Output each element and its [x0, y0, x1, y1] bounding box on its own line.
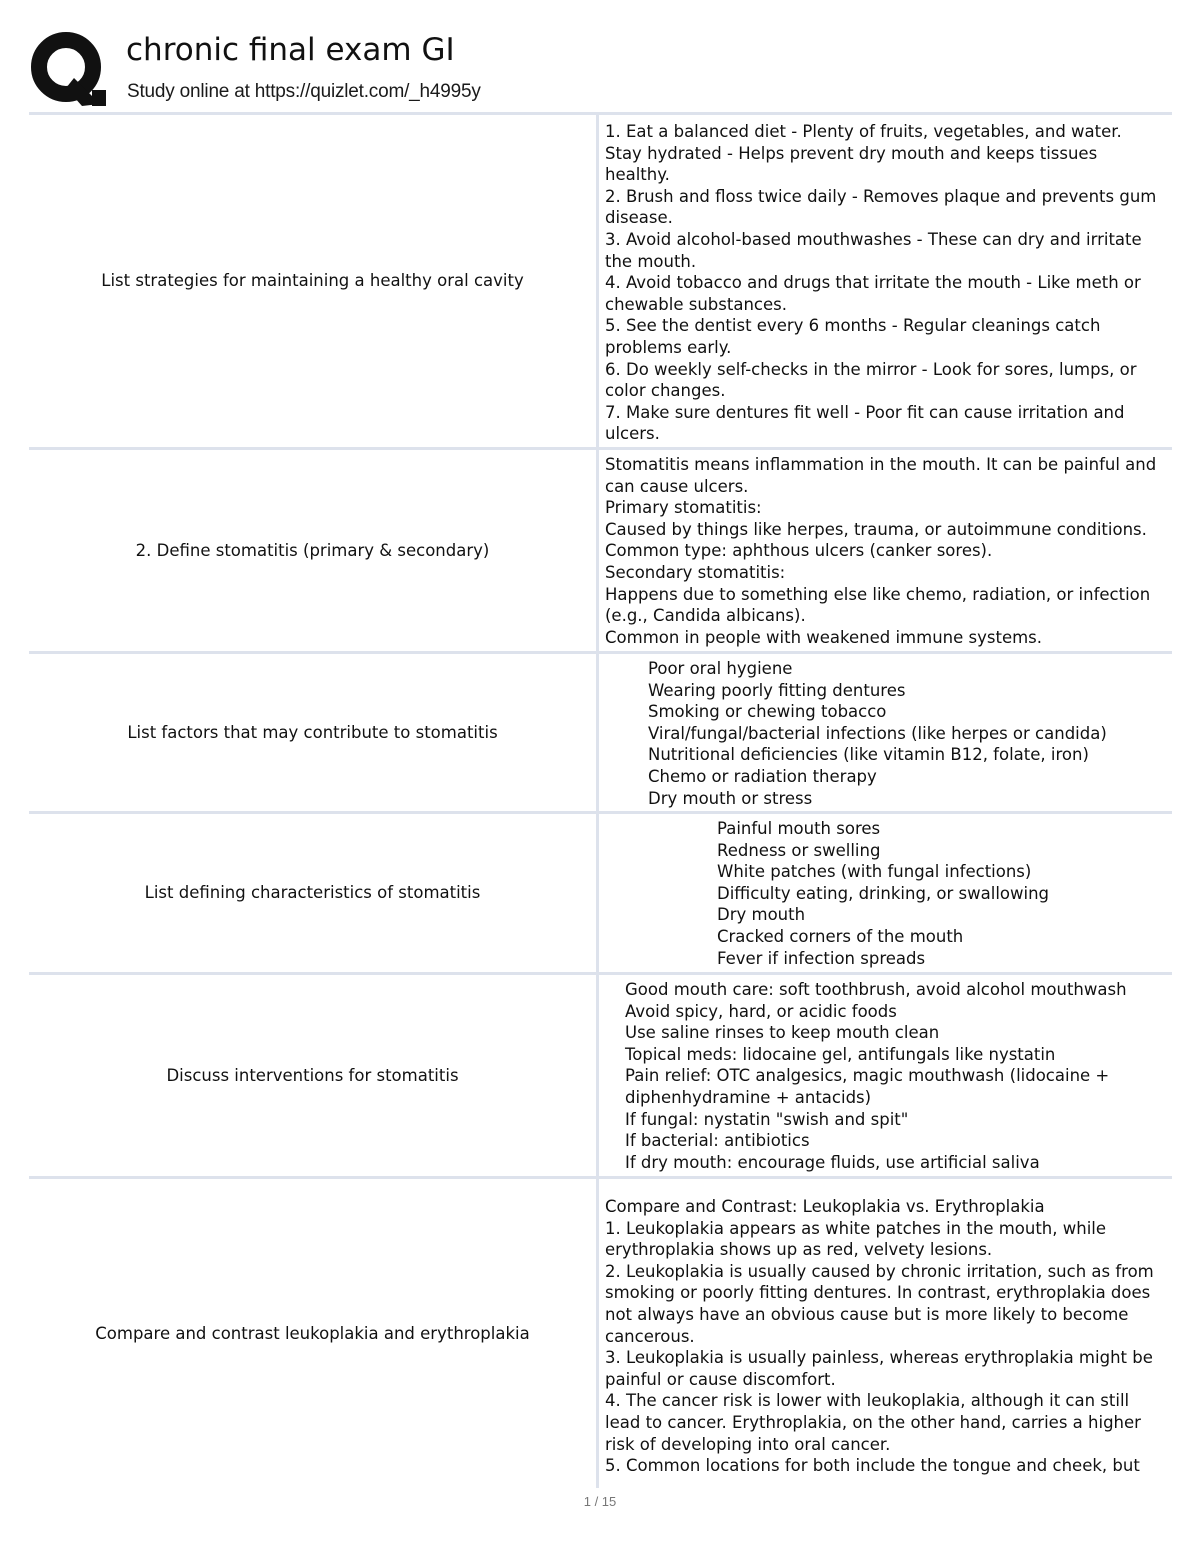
definition-line: painful or cause discomfort. — [605, 1369, 836, 1389]
definition-line: Chemo or radiation therapy — [648, 766, 877, 786]
definition-line: If fungal: nystatin "swish and spit" — [625, 1109, 909, 1129]
definition-line: Dry mouth or stress — [648, 788, 813, 808]
definition-line: 5. Common locations for both include the tongue and cheek, but — [605, 1456, 1140, 1476]
card-term-text: Compare and contrast leukoplakia and erythroplakia — [95, 1323, 530, 1343]
definition-line: Fever if infection spreads — [717, 948, 926, 968]
flashcard-row — [29, 1176, 1172, 1488]
definition-line: Topical meds: lidocaine gel, antifungals like nystatin — [625, 1044, 1056, 1064]
definition-line: the mouth. — [605, 251, 697, 271]
definition-line: Difficulty eating, drinking, or swallowing — [717, 883, 1050, 903]
card-definition — [596, 450, 1172, 651]
definition-line: Dry mouth — [717, 905, 806, 925]
definition-line: color changes. — [605, 381, 726, 401]
card-term — [29, 975, 596, 1176]
card-term-text: List strategies for maintaining a healthy oral cavity — [101, 271, 524, 291]
definition-line: Painful mouth sores — [717, 819, 881, 838]
flashcard-row — [29, 651, 1172, 811]
definition-line: Good mouth care: soft toothbrush, avoid alcohol mouthwash — [625, 980, 1127, 999]
page-header — [0, 0, 1200, 112]
definition-line: 1. Eat a balanced diet - Plenty of fruits, vegetables, and water. — [605, 122, 1122, 141]
definition-line: 4. Avoid tobacco and drugs that irritate the mouth - Like meth or — [605, 273, 1141, 293]
definition-line: Use saline rinses to keep mouth clean — [625, 1023, 940, 1043]
definition-line: Caused by things like herpes, trauma, or autoimmune conditions. — [605, 519, 1147, 539]
definition-line: diphenhydramine + antacids) — [625, 1087, 872, 1107]
definition-line: Smoking or chewing tobacco — [648, 702, 887, 722]
card-term — [29, 1179, 596, 1488]
definition-line: Avoid spicy, hard, or acidic foods — [625, 1001, 897, 1021]
definition-line: Compare and Contrast: Leukoplakia vs. Erythroplakia — [605, 1197, 1045, 1216]
definition-line: 7. Make sure dentures fit well - Poor fit can cause irritation and — [605, 402, 1125, 422]
definition-line: ulcers. — [605, 424, 660, 444]
definition-line: Stomatitis means inflammation in the mouth. It can be painful and — [605, 455, 1157, 474]
definition-line: Common type: aphthous ulcers (canker sores). — [605, 541, 993, 561]
page-indicator: 1 / 15 — [583, 1494, 617, 1509]
definition-line: (e.g., Candida albicans). — [605, 606, 806, 626]
definition-line: not always have an obvious cause but is more likely to become — [605, 1304, 1129, 1324]
card-definition — [596, 975, 1172, 1176]
definition-line: 2. Leukoplakia is usually caused by chronic irritation, such as from — [605, 1261, 1154, 1281]
definition-line: Cracked corners of the mouth — [717, 926, 964, 946]
flashcard-row — [29, 811, 1172, 972]
definition-line: disease. — [605, 208, 673, 228]
flashcard-row — [29, 447, 1172, 651]
definition-line: 6. Do weekly self-checks in the mirror - Look for sores, lumps, or — [605, 359, 1137, 379]
definition-line: Nutritional deficiencies (like vitamin B12, folate, iron) — [648, 745, 1089, 765]
definition-line: problems early. — [605, 337, 732, 357]
definition-line: Wearing poorly fitting dentures — [648, 680, 906, 700]
definition-line: 1. Leukoplakia appears as white patches in the mouth, while — [605, 1218, 1107, 1238]
definition-line: cancerous. — [605, 1326, 695, 1346]
definition-line: Secondary stomatitis: — [605, 562, 786, 582]
flashcard-list — [29, 112, 1172, 1488]
definition-line: 2. Brush and floss twice daily - Removes plaque and prevents gum — [605, 186, 1157, 206]
definition-line: 4. The cancer risk is lower with leukoplakia, although it can still — [605, 1391, 1130, 1411]
definition-line: erythroplakia shows up as red, velvety lesions. — [605, 1240, 993, 1260]
card-definition — [596, 814, 1172, 972]
study-online-link[interactable]: Study online at https://quizlet.com/_h4995y — [127, 81, 481, 102]
definition-line: Common in people with weakened immune systems. — [605, 627, 1043, 647]
definition-line: 5. See the dentist every 6 months - Regular cleanings catch — [605, 316, 1101, 336]
flashcard-row — [29, 972, 1172, 1176]
definition-line: Pain relief: OTC analgesics, magic mouthwash (lidocaine + — [625, 1066, 1110, 1086]
card-term-text: List factors that may contribute to stomatitis — [127, 722, 498, 742]
card-term-text: Discuss interventions for stomatitis — [166, 1065, 459, 1085]
flashcard-row — [29, 112, 1172, 447]
definition-line: Redness or swelling — [717, 840, 881, 860]
card-term — [29, 814, 596, 972]
card-definition — [596, 654, 1172, 811]
card-term — [29, 115, 596, 447]
definition-line: risk of developing into oral cancer. — [605, 1434, 891, 1454]
definition-line: Primary stomatitis: — [605, 498, 762, 518]
card-term-text: List defining characteristics of stomatitis — [144, 883, 481, 903]
quizlet-q-logo-icon — [30, 30, 106, 106]
definition-line: smoking or poorly fitting dentures. In contrast, erythroplakia does — [605, 1283, 1151, 1303]
card-term-text: 2. Define stomatitis (primary & secondary) — [135, 540, 490, 560]
card-term — [29, 654, 596, 811]
definition-line: lead to cancer. Erythroplakia, on the other hand, carries a higher — [605, 1412, 1141, 1432]
definition-line: Stay hydrated - Helps prevent dry mouth and keeps tissues — [605, 143, 1098, 163]
definition-line: can cause ulcers. — [605, 476, 749, 496]
definition-line: chewable substances. — [605, 294, 787, 314]
definition-line: If bacterial: antibiotics — [625, 1131, 810, 1151]
definition-line: 3. Avoid alcohol-based mouthwashes - These can dry and irritate — [605, 229, 1142, 249]
definition-line: Viral/fungal/bacterial infections (like herpes or candida) — [648, 723, 1107, 743]
definition-line: Poor oral hygiene — [648, 659, 793, 678]
definition-line: healthy. — [605, 165, 670, 185]
definition-line: If dry mouth: encourage fluids, use artificial saliva — [625, 1152, 1040, 1172]
definition-line: White patches (with fungal infections) — [717, 862, 1032, 882]
card-term — [29, 450, 596, 651]
definition-line: 3. Leukoplakia is usually painless, whereas erythroplakia might be — [605, 1348, 1153, 1368]
card-definition — [596, 1179, 1172, 1488]
set-title: chronic final exam GI — [126, 32, 455, 68]
card-definition — [596, 115, 1172, 447]
definition-line: Happens due to something else like chemo, radiation, or infection — [605, 584, 1151, 604]
